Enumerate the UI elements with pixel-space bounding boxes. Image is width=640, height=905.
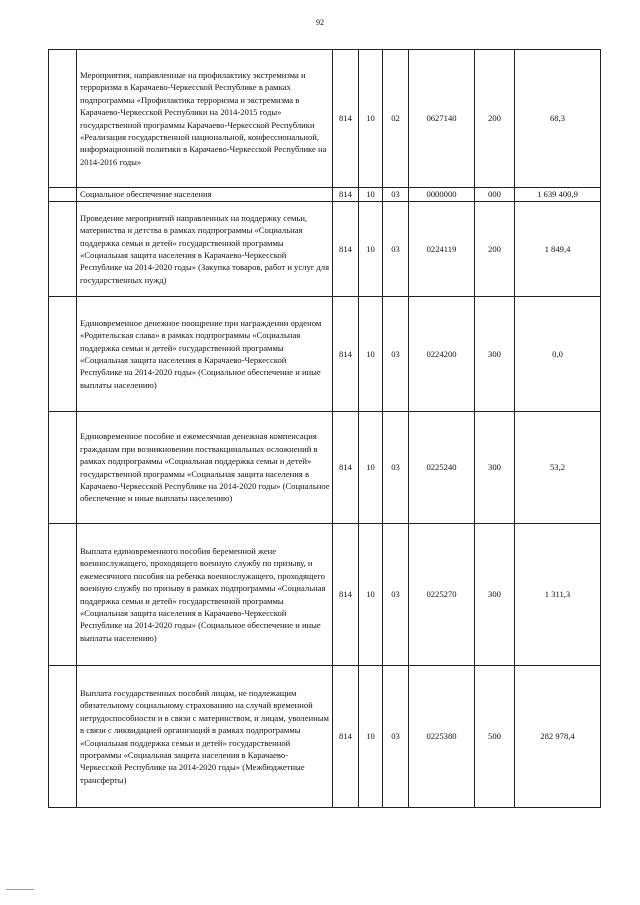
table-row <box>49 666 601 808</box>
description-cell: Выплата единовременного пособия беременной жене военнослужащего, проходящего военную службу по призыву, и ежемесячного пособия на ребенка военнослужащего, проходящего военную службу по призыву в рамках подпрограммы «Социальная поддержка семьи и детей» государственной программы «Социальная защита населения в Карачаево-Черкесской Республике на 2014-2020 годы» (Социальное обеспечение и иные выплаты населению) <box>77 524 333 666</box>
subsection-code-cell: 03 <box>383 412 409 524</box>
table-row <box>49 50 601 188</box>
amount-cell: 1 639 400,9 <box>515 188 601 202</box>
ministry-code-cell: 814 <box>333 666 359 808</box>
expense-type-cell: 200 <box>475 202 515 297</box>
amount-cell: 1 311,3 <box>515 524 601 666</box>
table-row <box>49 188 601 202</box>
subsection-code-cell: 02 <box>383 50 409 188</box>
amount-cell: 1 849,4 <box>515 202 601 297</box>
section-code-cell: 10 <box>359 50 383 188</box>
section-code-cell: 10 <box>359 524 383 666</box>
target-code-cell: 0225270 <box>409 524 475 666</box>
amount-cell: 282 978,4 <box>515 666 601 808</box>
ministry-code-cell: 814 <box>333 188 359 202</box>
description-cell: Единовременное пособие и ежемесячная денежная компенсация гражданам при возникновении поствакцинальных осложнений в рамках подпрограммы «Социальная поддержка семьи и детей» государственной программы «Социальная защита населения в Карачаево-Черкесской Республике на 2014-2020 годы» (Социальное обеспечение и иные выплаты населению) <box>77 412 333 524</box>
budget-table <box>48 49 601 808</box>
amount-cell: 0,0 <box>515 297 601 412</box>
expense-type-cell: 300 <box>475 412 515 524</box>
table-row <box>49 412 601 524</box>
section-code-cell: 10 <box>359 666 383 808</box>
ministry-code-cell: 814 <box>333 202 359 297</box>
row-number-cell <box>49 297 77 412</box>
ministry-code-cell: 814 <box>333 524 359 666</box>
amount-cell: 68,3 <box>515 50 601 188</box>
expense-type-cell: 500 <box>475 666 515 808</box>
target-code-cell: 0627140 <box>409 50 475 188</box>
section-code-cell: 10 <box>359 188 383 202</box>
subsection-code-cell: 03 <box>383 524 409 666</box>
description-cell: Социальное обеспечение населения <box>77 188 333 202</box>
row-number-cell <box>49 666 77 808</box>
description-cell: Единовременное денежное поощрение при награждении орденом «Родительская слава» в рамках подпрограммы «Социальная поддержка семьи и детей» государственной программы «Социальная защита населения в Карачаево-Черкесской Республике на 2014-2020 годы» (Социальное обеспечение и иные выплаты населению) <box>77 297 333 412</box>
subsection-code-cell: 03 <box>383 202 409 297</box>
expense-type-cell: 300 <box>475 297 515 412</box>
ministry-code-cell: 814 <box>333 412 359 524</box>
page-number: 92 <box>316 18 324 27</box>
table-row <box>49 524 601 666</box>
amount-cell: 53,2 <box>515 412 601 524</box>
row-number-cell <box>49 188 77 202</box>
description-cell: Выплата государственных пособий лицам, не подлежащим обязательному социальному страхованию на случай временной нетрудоспособности и в связи с материнством, и лицам, уволенным в связи с ликвидацией организаций в рамках подпрограммы «Социальная поддержка семьи и детей» государственной программы «Социальная защита населения в Карачаево-Черкесской Республике на 2014-2020 годы» (Межбюджетные трансферты) <box>77 666 333 808</box>
table-row <box>49 202 601 297</box>
target-code-cell: 0224200 <box>409 297 475 412</box>
row-number-cell <box>49 524 77 666</box>
ministry-code-cell: 814 <box>333 297 359 412</box>
ministry-code-cell: 814 <box>333 50 359 188</box>
scan-edge-mark <box>6 889 34 890</box>
target-code-cell: 0225380 <box>409 666 475 808</box>
description-cell: Проведение мероприятий направленных на поддержку семьи, материнства и детства в рамках подпрограммы «Социальная поддержка семьи и детей» государственной программы «Социальная защита населения в Карачаево-Черкесской Республике на 2014-2020 годы» (Закупка товаров, работ и услуг для государственных нужд) <box>77 202 333 297</box>
target-code-cell: 0224119 <box>409 202 475 297</box>
expense-type-cell: 000 <box>475 188 515 202</box>
expense-type-cell: 300 <box>475 524 515 666</box>
row-number-cell <box>49 202 77 297</box>
expense-type-cell: 200 <box>475 50 515 188</box>
description-cell: Мероприятия, направленные на профилактику экстремизма и терроризма в Карачаево-Черкесской Республике в рамках подпрограммы «Профилактика терроризма и экстремизма в Карачаево-Черкесской Республики на 2014-2015 годы» государственной программы Карачаево-Черкесской Республики «Реализация государственной национальной, конфессиональной, информационной политики в Карачаево-Черкесской Республике на 2014-2016 годы» <box>77 50 333 188</box>
section-code-cell: 10 <box>359 412 383 524</box>
section-code-cell: 10 <box>359 202 383 297</box>
target-code-cell: 0225240 <box>409 412 475 524</box>
target-code-cell: 0000000 <box>409 188 475 202</box>
subsection-code-cell: 03 <box>383 297 409 412</box>
row-number-cell <box>49 412 77 524</box>
row-number-cell <box>49 50 77 188</box>
subsection-code-cell: 03 <box>383 188 409 202</box>
table-row <box>49 297 601 412</box>
section-code-cell: 10 <box>359 297 383 412</box>
subsection-code-cell: 03 <box>383 666 409 808</box>
